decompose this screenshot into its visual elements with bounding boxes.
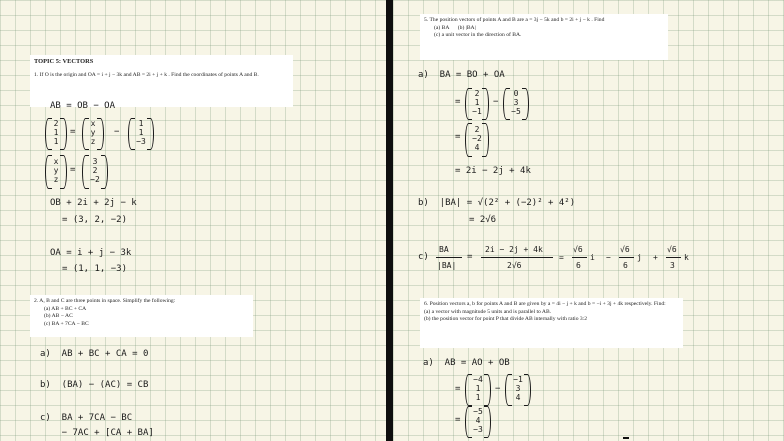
q5-frac-num-2: √6 (620, 245, 630, 254)
q5-frac-tail-1: i (590, 253, 595, 262)
q5-part-a: (a) BA (434, 24, 450, 31)
q2-answer-b: b) (BA) − (AC) = CB (40, 380, 149, 390)
question-1-printed (30, 55, 293, 107)
q2-answer-c: c) BA + 7CA − BC (40, 413, 133, 423)
q1-m1-mid: x y z (90, 119, 96, 146)
q2-part-c: (c) BA + 7CA − BC (44, 320, 89, 327)
q1-m2-left: x y z (53, 157, 59, 184)
q5-c-rhs-den: 2√6 (507, 261, 522, 270)
q5-answer-b: b) |BA| = √(2² + (−2)² + 4²) (418, 198, 576, 208)
q5-frac-num-1: √6 (573, 245, 583, 254)
q2-part-a: (a) AB + BC + CA (44, 305, 87, 312)
q5-c-rhs-num: 2i − 2j + 4k (485, 245, 543, 254)
q5-eq-a: = 2i − 2j + 4k (455, 166, 531, 176)
question-5-number: 5. (424, 17, 429, 23)
question-2-printed (30, 295, 253, 337)
q6-m2: −5 4 −3 (473, 407, 483, 434)
ink-mark (623, 437, 629, 439)
q1-line-4: OA = i + j − 3k (50, 248, 132, 258)
q1-line-3: = (3, 2, −2) (62, 215, 128, 225)
topic-title: TOPIC 5: VECTORS (34, 58, 94, 65)
q2-part-b: (b) AB − AC (44, 313, 73, 319)
notebook-spine (386, 0, 393, 441)
q6-m1-left: −4 1 1 (473, 375, 483, 402)
q5-m1-left: 2 1 −1 (472, 89, 482, 116)
question-6-printed (420, 298, 683, 348)
q5-c-num: BA (439, 245, 449, 254)
q2-answer-a: a) AB + BC + CA = 0 (40, 349, 149, 359)
q5-frac-op-1: = (559, 253, 564, 262)
q5-part-b: (b) |BA| (457, 24, 476, 31)
q5-frac-op-3: + (653, 253, 658, 262)
q1-line-1: AB = OB − OA (50, 101, 116, 111)
q5-frac-den-3: 3 (670, 261, 675, 270)
q6-part-a: (a) a vector with magnitude 5 units and is parallel to AB. (424, 308, 552, 315)
q1-m1-right: 1 1 −3 (136, 119, 146, 146)
q5-answer-c-label: c) (418, 252, 429, 262)
q1-m2-right: 3 2 −2 (90, 157, 100, 184)
q5-m2: 2 −2 4 (472, 125, 482, 152)
q5-m1-right: 0 3 −5 (511, 89, 521, 116)
q5-c-den: |BA| (437, 261, 457, 270)
q5-part-c: (c) a unit vector in the direction of BA. (434, 32, 522, 38)
q1-m1-left: 2 1 1 (53, 119, 59, 146)
q5-frac-den-2: 6 (623, 261, 628, 270)
q5-frac-den-1: 6 (576, 261, 581, 270)
q5-frac-tail-2: j (637, 253, 642, 262)
question-6-number: 6. (424, 301, 429, 307)
question-2-number: 2. (34, 298, 39, 304)
q6-part-b: (b) the position vector for point P that divide AB internally with ratio 3:2 (424, 316, 588, 322)
q6-m1-right: −1 3 4 (513, 375, 523, 402)
question-2-text: A, B and C are three points in space. Simplify the following: (39, 298, 176, 304)
right-notebook-page: 5. The position vectors of points A and B are a = 3j − 5k and b = 2i + j − k . Find (a) BA (b) |BA| (c) a unit vector in the direction of BA. a) BA = BO + OA = 2 1 −1 − 0 3 −5 = 2 −2 4 = 2i − 2j + 4k b) |BA| = √(2² + (−2)² + 4²) = 2√6 c) BA |BA| = 2i − 2j + 4k 2√6 = √6 6 i − √6 6 j + √6 3 k 6. Position vectors a, b for points A and B are given by a = 4i − j + k and b = −i + 3j + 4k respectively. Find: (a) a vector with magnitude 5 units and is parallel to AB. (b) the position vector for point P that divide AB internally with ratio 3:2 a) AB = AO + OB = −4 1 1 − −1 3 4 = −5 4 −3 (393, 0, 784, 441)
q5-eq-b: = 2√6 (469, 215, 497, 225)
question-5-printed (420, 14, 668, 60)
q1-line-5: = (1, 1, −3) (62, 264, 128, 274)
q5-frac-num-3: √6 (667, 245, 677, 254)
question-1-number: 1. (34, 71, 39, 78)
q5-answer-a: a) BA = BO + OA (418, 70, 505, 80)
question-1-text: If O is the origin and OA = i + j − 3k and AB = 2i + j + k . Find the coordinates of points A and B. (39, 71, 259, 78)
left-notebook-page: TOPIC 5: VECTORS 1. If O is the origin and OA = i + j − 3k and AB = 2i + j + k . Find the coordinates of points A and B. AB = OB − OA 2 1 1 = x y z − 1 1 −3 x y z = 3 2 −2 OB + 2i + 2j − k = (3, 2, −2) OA = i + j − 3k = (1, 1, −3) 2. A, B and C are three points in space. Simplify the following: (a) AB + BC + CA (b) AB − AC (c) BA + 7CA − BC a) AB + BC + CA = 0 b) (BA) − (AC) = CB c) BA + 7CA − BC − 7AC + [CA + BA] (0, 0, 386, 441)
q5-frac-op-2: − (606, 253, 611, 262)
q6-answer-a: a) AB = AO + OB (423, 358, 510, 368)
question-5-text: The position vectors of points A and B are a = 3j − 5k and b = 2i + j − k . Find (429, 17, 605, 23)
q1-line-2: OB + 2i + 2j − k (50, 198, 137, 208)
q2-answer-c-2: − 7AC + [CA + BA] (40, 428, 154, 438)
q5-frac-tail-3: k (684, 253, 689, 262)
question-6-text: Position vectors a, b for points A and B are given by a = 4i − j + k and b = −i + 3j + 4k respectively. Find: (429, 301, 666, 307)
